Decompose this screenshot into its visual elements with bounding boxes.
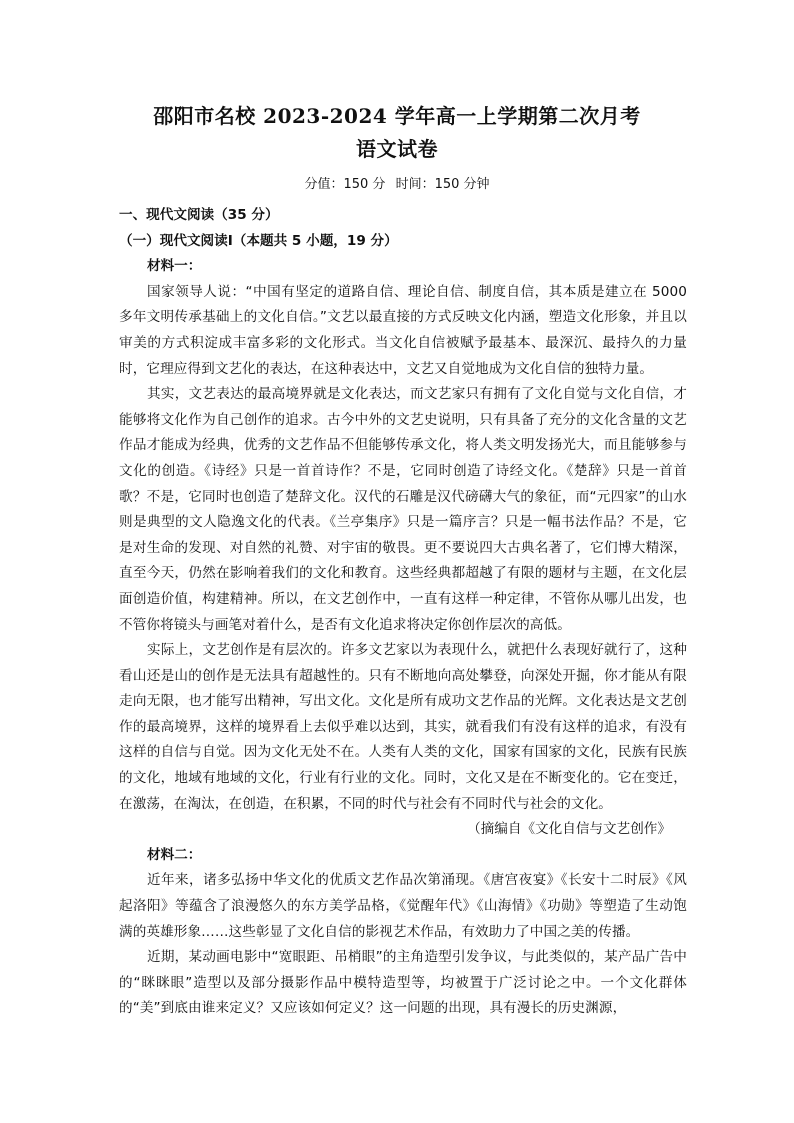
material-label: 材料二： [147,846,202,863]
paragraph: 近期，某动画电影中“宽眼距、吊梢眼”的主角造型引发争议，与此类似的，某产品广告中的“眯眯眼”造型以及部分摄影作品中模特造型等，均被置于广泛讨论之中。一个文化群体的“美”到底由谁来定义？又应该如何定义？这一问题的出现，具有漫长的历史渊源， [119,949,687,1017]
subsection-heading: （一）现代文阅读Ⅰ（本题共 5 小题，19 分） [119,232,398,249]
score-info: 分值：150 分 [304,177,386,192]
paragraph: 近年来，诸多弘扬中华文化的优质文艺作品次第涌现。《唐宫夜宴》《长安十二时辰》《风起洛阳》等蕴含了浪漫悠久的东方美学品格，《觉醒年代》《山海情》《功勋》等塑造了生动饱满的英雄形象……这些彰显了文化自信的影视艺术作品，有效助力了中国之美的传播。 [119,872,687,940]
paragraph: 实际上，文艺创作是有层次的。许多文艺家以为表现什么，就把什么表现好就行了，这种看山还是山的创作是无法具有超越性的。只有不断地向高处攀登，向深处开掘，你才能从有限走向无限，也才能写出精神，写出文化。文化是所有成功文艺作品的光辉。文化表达是文艺创作的最高境界，这样的境界看上去似乎难以达到，其实，就看我们有没有这样的追求，有没有这样的自信与自觉。因为文化无处不在。人类有人类的文化，国家有国家的文化，民族有民族的文化，地域有地域的文化，行业有行业的文化。同时，文化又是在不断变化的。它在变迁，在激荡，在淘汰，在创造，在积累，不同的时代与社会有不同时代与社会的文化。 [119,642,687,812]
exam-subject-title: 语文试卷 [356,137,438,161]
time-info: 时间：150 分钟 [395,177,490,192]
exam-title: 邵阳市名校 2023-2024 学年高一上学期第二次月考 [153,104,641,128]
exam-meta [0,173,794,192]
paragraph: 其实，文艺表达的最高境界就是文化表达，而文艺家只有拥有了文化自觉与文化自信，才能够将文化作为自己创作的追求。古今中外的文艺史说明，只有具备了充分的文化含量的文艺作品才能成为经典，优秀的文艺作品不但能够传承文化，将人类文明发扬光大，而且能够参与文化的创造。《诗经》只是一首首诗作？不是，它同时创造了诗经文化。《楚辞》只是一首首歌？不是，它同时也创造了楚辞文化。汉代的石雕是汉代磅礴大气的象征，而“元四家”的山水则是典型的文人隐逸文化的代表。《兰亭集序》只是一篇序言？只是一幅书法作品？不是，它是对生命的发现、对自然的礼赞、对宇宙的敬畏。更不要说四大古典名著了，它们博大精深，直至今天，仍然在影响着我们的文化和教育。这些经典都超越了有限的题材与主题，在文化层面创造价值，构建精神。所以，在文艺创作中，一直有这样一种定律，不管你从哪儿出发，也不管你将镜头与画笔对着什么，是否有文化追求将决定你创作层次的高低。 [119,386,687,633]
exam-content [119,203,687,1022]
section-heading: 一、现代文阅读（35 分） [119,207,279,223]
paragraph: 国家领导人说：“中国有坚定的道路自信、理论自信、制度自信，其本质是建立在 5000 多年文明传承基础上的文化自信。”文艺以最直接的方式反映文化内涵，塑造文化形象，并且以审美的方式积淀成丰富多彩的文化形式。当文化自信被赋予最基本、最深沉、最持久的力量时，它理应得到文艺化的表达，在这种表达中，文艺又自觉地成为文化自信的独特力量。 [119,283,687,377]
material-label: 材料一： [147,258,202,275]
source-citation: （摘编自《文化自信与文艺创作》 [467,821,671,838]
